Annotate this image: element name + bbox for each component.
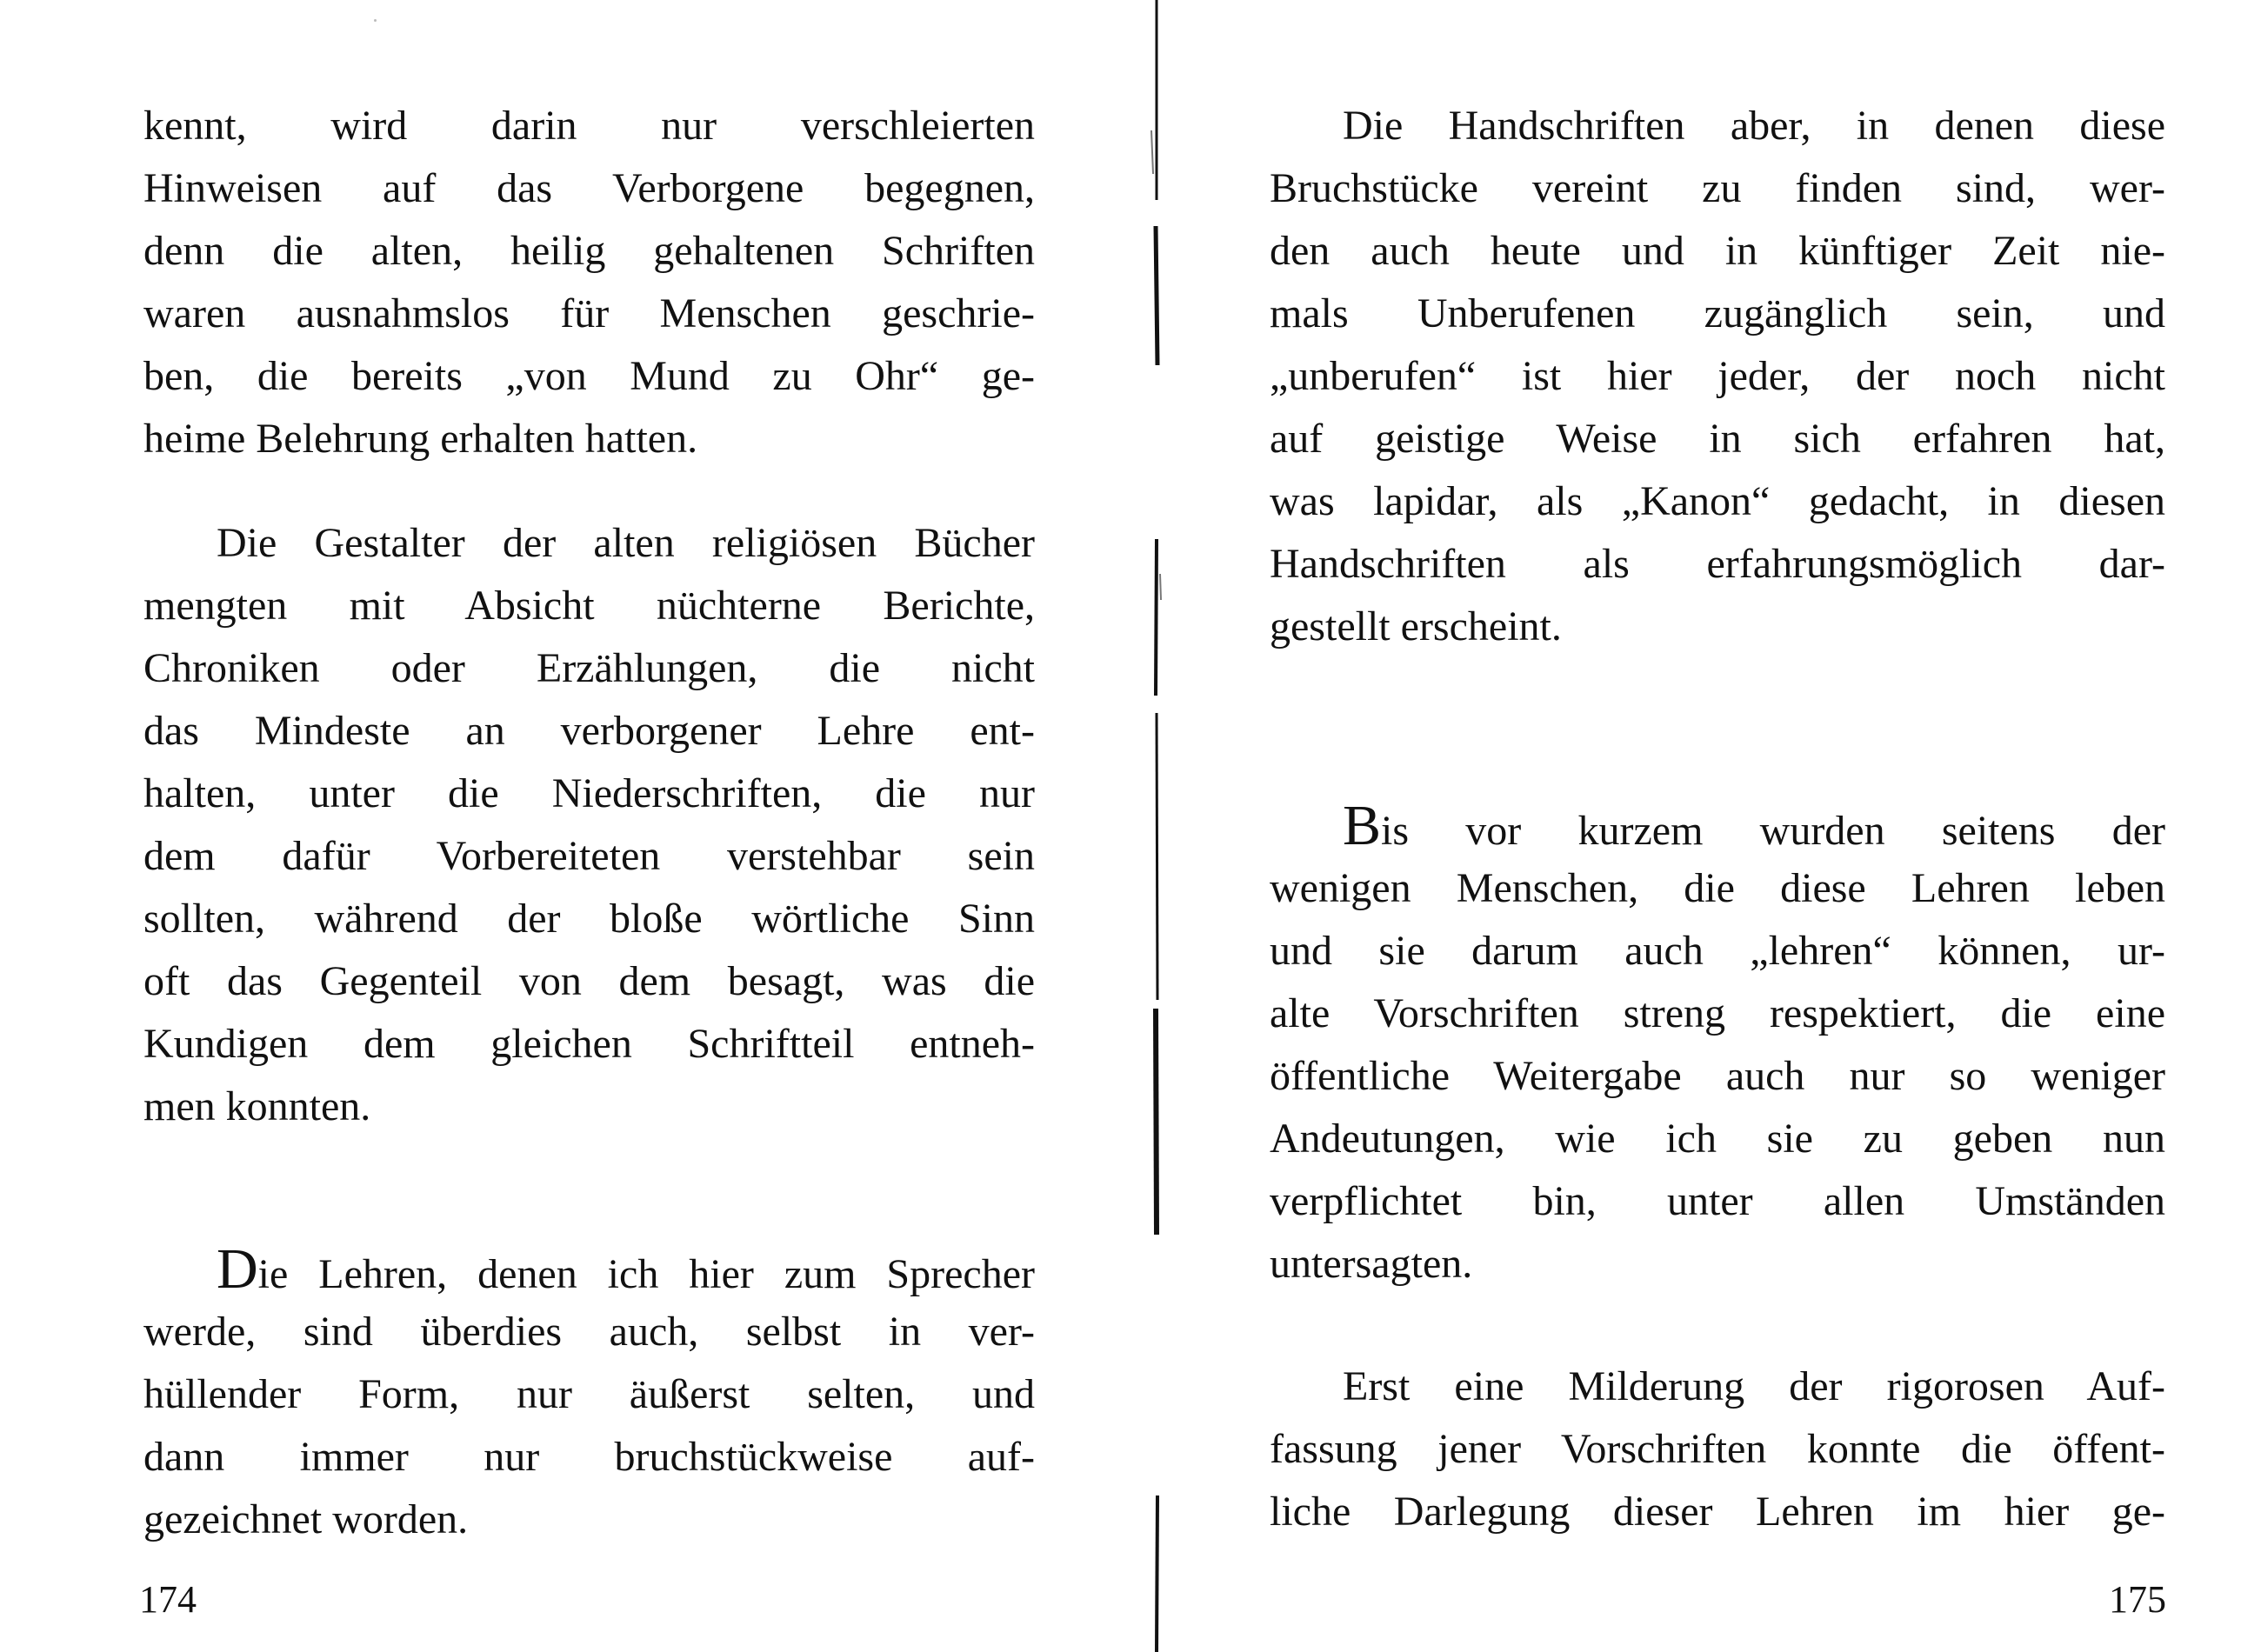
page-number-left: 174 [139,1578,197,1621]
text-line: Handschriften als erfahrungsmöglich dar- [1270,541,2165,587]
left-page [0,0,1130,1652]
text-line: Hinweisen auf das Verborgene begegnen, [143,165,1035,211]
text-line: ben, die bereits „von Mund zu Ohr“ ge- [143,353,1035,399]
text-line: heime Belehrung erhalten hatten. [143,416,698,462]
text-line: gezeichnet worden. [143,1496,469,1542]
drop-cap: B [1343,794,1382,857]
text-line: Andeutungen, wie ich sie zu geben nun [1270,1116,2165,1162]
text-line: auf geistige Weise in sich erfahren hat, [1270,416,2165,462]
text-line: dann immer nur bruchstückweise auf- [143,1434,1035,1480]
text-line: Erst eine Milderung der rigorosen Auf- [1343,1363,2165,1409]
text-line: oft das Gegenteil von dem besagt, was die [143,958,1035,1004]
text-line: kennt, wird darin nur verschleierten [143,103,1035,149]
text-line: alte Vorschriften streng respektiert, die eine [1270,990,2165,1036]
text-line-rest: is vor kurzem wurden seitens der [1381,808,2165,854]
text-line: dem dafür Vorbereiteten verstehbar sein [143,833,1035,879]
text-line: mengten mit Absicht nüchterne Berichte, [143,583,1035,629]
text-line: „unberufen“ ist hier jeder, der noch nicht [1270,353,2165,399]
right-page [1157,0,2261,1652]
drop-cap: D [217,1237,258,1301]
text-line: was lapidar, als „Kanon“ gedacht, in diesen [1270,478,2165,524]
text-line: verpflichtet bin, unter allen Umständen [1270,1178,2165,1224]
page-number-right: 175 [2109,1578,2166,1621]
text-line-with-dropcap [1270,794,2165,857]
text-line: werde, sind überdies auch, selbst in ver- [143,1309,1035,1355]
text-line: sollten, während der bloße wörtliche Sinn [143,896,1035,942]
text-line: Kundigen dem gleichen Schriftteil entneh- [143,1021,1035,1067]
text-line: gestellt erscheint. [1270,603,1562,649]
text-line: Bruchstücke vereint zu finden sind, wer- [1270,165,2165,211]
text-line: liche Darlegung dieser Lehren im hier ge- [1270,1489,2165,1535]
text-line: untersagten. [1270,1241,1473,1287]
text-line: halten, unter die Niederschriften, die nur [143,770,1035,816]
text-line: den auch heute und in künftiger Zeit nie- [1270,228,2165,274]
text-line: waren ausnahmslos für Menschen geschrie- [143,290,1035,336]
text-line: hüllender Form, nur äußerst selten, und [143,1371,1035,1417]
text-line-rest: ie Lehren, denen ich hier zum Sprecher [257,1251,1035,1297]
text-line: wenigen Menschen, die diese Lehren leben [1270,865,2165,911]
text-line: men konnten. [143,1083,371,1129]
text-line: und sie darum auch „lehren“ können, ur- [1270,928,2165,974]
text-line: Die Gestalter der alten religiösen Bücher [217,520,1035,566]
text-line-with-dropcap [143,1237,1035,1301]
text-line: das Mindeste an verborgener Lehre ent- [143,708,1035,754]
text-line: denn die alten, heilig gehaltenen Schriften [143,228,1035,274]
text-line: fassung jener Vorschriften konnte die öffent- [1270,1426,2165,1472]
text-line: Die Handschriften aber, in denen diese [1343,103,2165,149]
text-line: mals Unberufenen zugänglich sein, und [1270,290,2165,336]
text-line: Chroniken oder Erzählungen, die nicht [143,645,1035,691]
text-line: öffentliche Weitergabe auch nur so weniger [1270,1053,2165,1099]
